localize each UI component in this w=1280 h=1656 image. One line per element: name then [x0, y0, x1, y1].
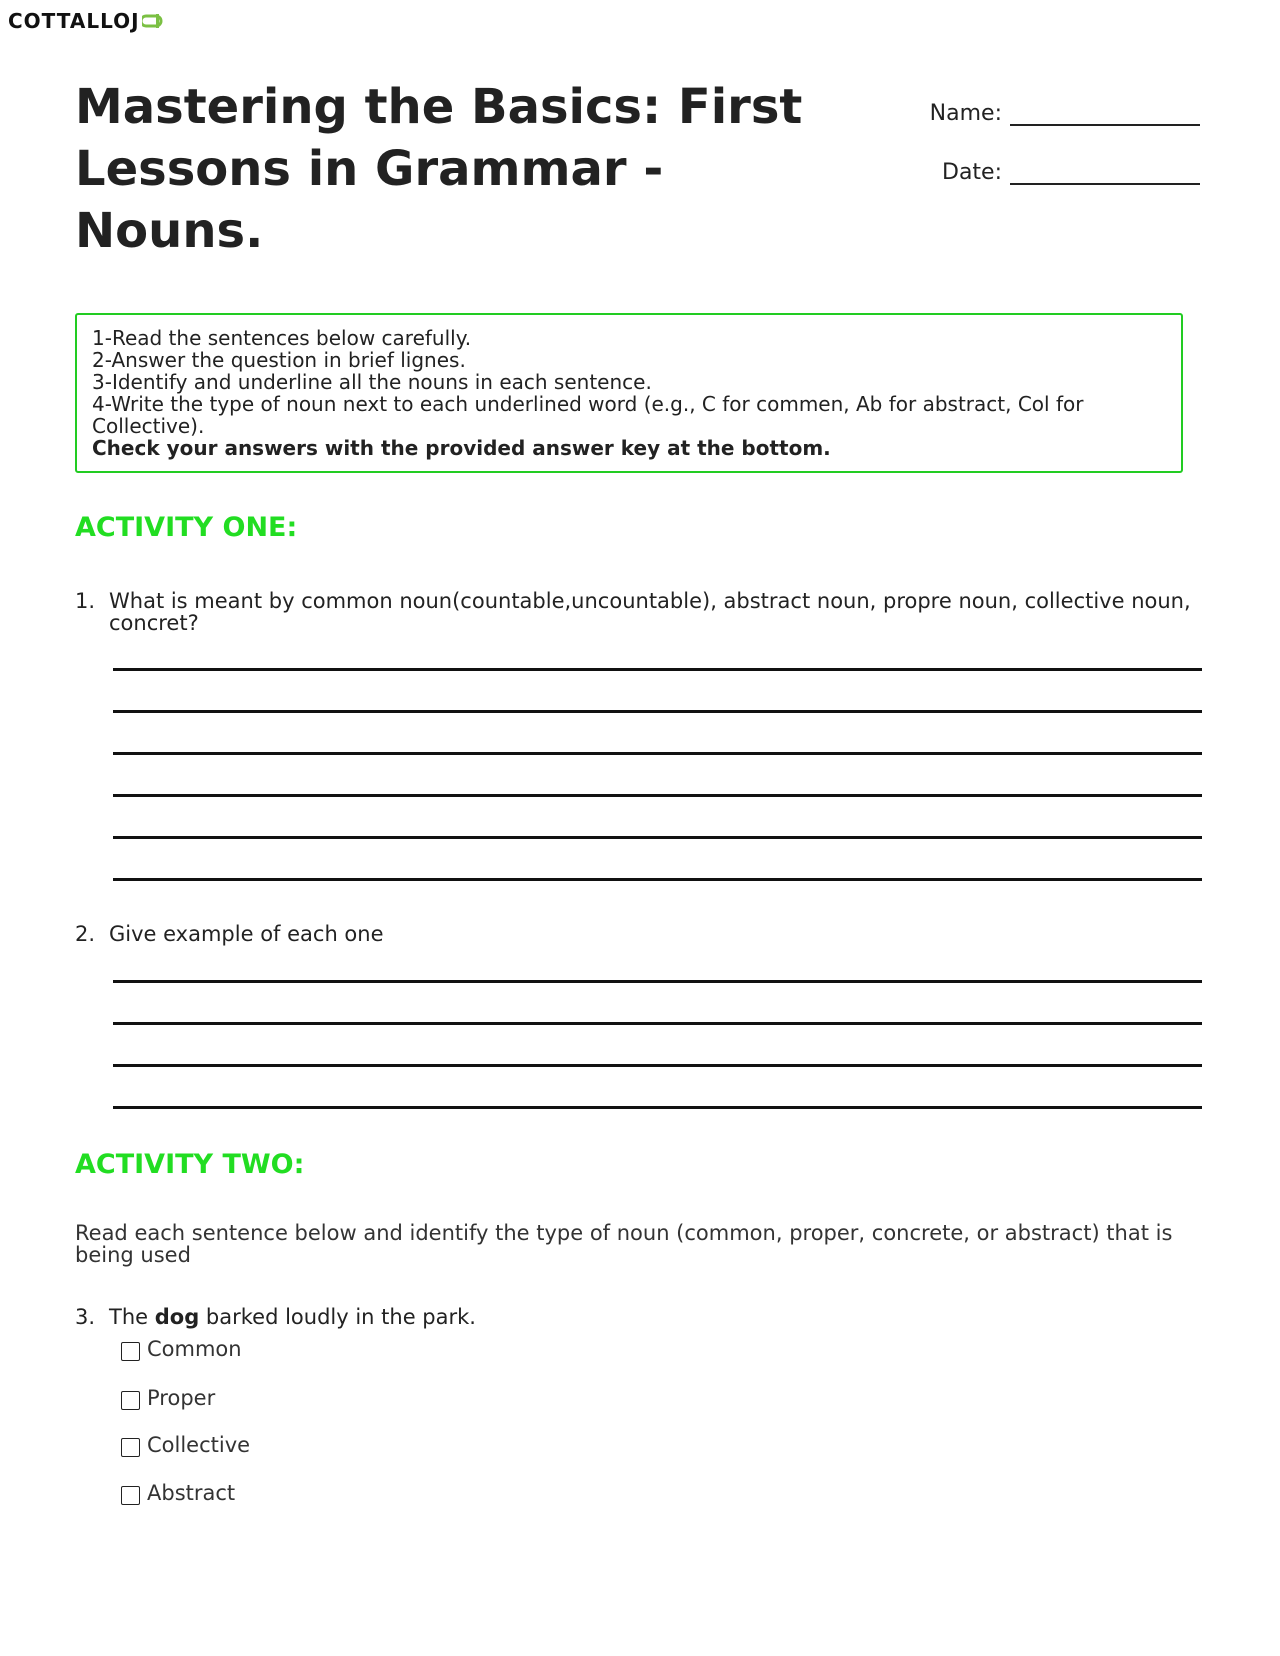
answer-line[interactable] [113, 1064, 1202, 1067]
instructions-box [75, 313, 1183, 473]
option-label: Common [147, 1336, 242, 1361]
date-label: Date: [942, 160, 1002, 185]
question-text: What is meant by common noun(countable,uncountable), abstract noun, propre noun, collective noun, concret? [109, 589, 1191, 635]
question-number: 1. [75, 589, 96, 613]
instruction-bold-line: Check your answers with the provided answer key at the bottom. [92, 436, 831, 460]
page-title: Mastering the Basics: First Lessons in Grammar -Nouns. [75, 79, 803, 259]
answer-line[interactable] [113, 1022, 1202, 1025]
question-text: Give example of each one [109, 922, 384, 946]
sentence-before: The [109, 1305, 155, 1329]
sentence-after: barked loudly in the park. [199, 1305, 476, 1329]
highlighted-noun: dog [154, 1305, 200, 1329]
option-label: Collective [147, 1432, 251, 1457]
option-common[interactable] [121, 1336, 242, 1361]
answer-line[interactable] [113, 980, 1202, 983]
answer-line[interactable] [113, 668, 1202, 671]
name-row [900, 82, 1200, 126]
instruction-line: 2-Answer the question in brief lignes. [92, 348, 466, 372]
question-number: 3. [75, 1305, 96, 1329]
name-field-line[interactable] [1010, 98, 1200, 126]
checkbox[interactable] [121, 1342, 140, 1361]
question-2 [75, 923, 1195, 945]
checkbox[interactable] [121, 1486, 140, 1505]
question-text [109, 1306, 1195, 1328]
brand-mark-icon [142, 12, 164, 30]
question-number: 2. [75, 922, 96, 946]
answer-line[interactable] [113, 878, 1202, 881]
brand-logo [8, 9, 164, 33]
date-field-line[interactable] [1010, 157, 1200, 185]
option-proper[interactable] [121, 1385, 215, 1410]
instruction-line: 3-Identify and underline all the nouns in each sentence. [92, 370, 652, 394]
activity-one-heading: ACTIVITY ONE: [75, 512, 298, 543]
answer-line[interactable] [113, 752, 1202, 755]
checkbox[interactable] [121, 1438, 140, 1457]
option-abstract[interactable] [121, 1480, 235, 1505]
option-label: Abstract [147, 1480, 236, 1505]
student-info [900, 82, 1200, 200]
name-label: Name: [929, 101, 1002, 126]
answer-line[interactable] [113, 710, 1202, 713]
answer-line[interactable] [113, 1106, 1202, 1109]
instruction-line: 4-Write the type of noun next to each underlined word (e.g., C for commen, Ab for abstract, Col for Collective). [92, 392, 1084, 438]
activity-two-intro: Read each sentence below and identify the type of noun (common, proper, concrete, or abstract) that is being used [75, 1221, 1173, 1267]
checkbox[interactable] [121, 1391, 140, 1410]
answer-line[interactable] [113, 836, 1202, 839]
option-collective[interactable] [121, 1432, 250, 1457]
activity-two-heading: ACTIVITY TWO: [75, 1149, 305, 1180]
question-1 [75, 590, 1195, 634]
answer-line[interactable] [113, 794, 1202, 797]
question-3 [75, 1306, 1195, 1328]
brand-logo-text: COTTALLOJ [8, 9, 140, 33]
instruction-line: 1-Read the sentences below carefully. [92, 326, 472, 350]
option-label: Proper [147, 1385, 216, 1410]
date-row [900, 141, 1200, 185]
